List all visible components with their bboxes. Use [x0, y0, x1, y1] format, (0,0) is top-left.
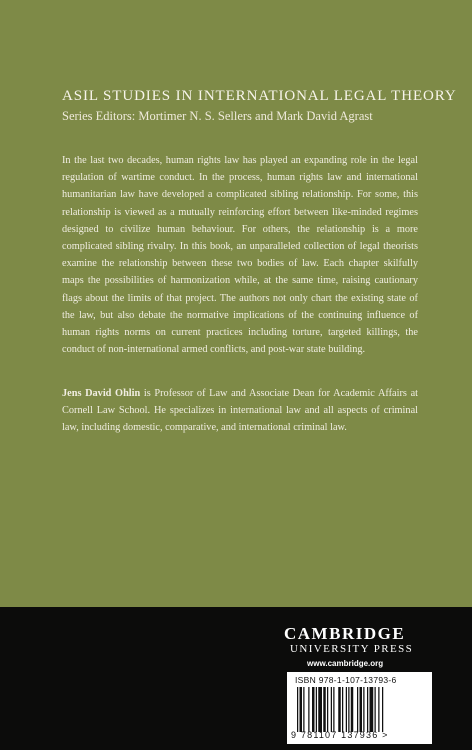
barcode-stripe: [342, 687, 343, 732]
barcode-stripe: [318, 687, 322, 732]
barcode-stripe: [297, 687, 298, 732]
barcode-stripe: [360, 687, 363, 732]
barcode-stripe: [363, 687, 364, 732]
book-description: In the last two decades, human rights law has played an expanding role in the legal regulation of wartime conduct. In the process, human rights law and international humanitarian law have developed a complicated sibling relationship. For some, this relationship is viewed as a mutually reinforcing effort between like-minded regimes designed to civilize human behaviour. For others, the relationship is a more complicated sibling rivalry. In this book, an unparalleled collection of legal theorists examine the relationship between these two bodies of law. Each chapter skilfully maps the possibilities of harmonization while, at the same time, raising cautionary flags about the limits of that project. The authors not only chart the existing state of the law, but also debate the normative implications of the continuing influence of human rights norms on current practices including torture, targeted killings, the conduct of non-international armed conflicts, and post-war state building.: [62, 155, 418, 356]
publisher-logo: CAMBRIDGE: [284, 624, 406, 643]
publisher-url: www.cambridge.org: [307, 659, 384, 668]
publisher-press: UNIVERSITY PRESS: [290, 643, 414, 655]
barcode-stripe: [327, 687, 328, 732]
author-bio-text: is Professor of Law and Associate Dean for Academic Affairs at Cornell Law School. He specializes in international law and all aspects of criminal law, including domestic, comparative, and international criminal law.: [62, 388, 418, 434]
isbn-label: ISBN 978-1-107-13793-6: [295, 675, 397, 685]
barcode-stripe: [367, 687, 368, 732]
barcode-stripe: [333, 687, 334, 732]
barcode-stripe: [338, 687, 341, 732]
barcode-stripe: [375, 687, 376, 732]
series-title: ASIL STUDIES IN INTERNATIONAL LEGAL THEORY: [62, 88, 457, 104]
author-name: Jens David Ohlin: [62, 388, 141, 399]
barcode-stripe: [308, 687, 309, 732]
series-editors: Series Editors: Mortimer N. S. Sellers and Mark David Agrast: [62, 109, 373, 123]
barcode-stripe: [303, 687, 304, 732]
publisher-footer: [0, 607, 472, 750]
barcode-stripe: [316, 687, 317, 732]
barcode-stripe: [351, 687, 354, 732]
barcode-stripe: [323, 687, 326, 732]
barcode-stripe: [370, 687, 374, 732]
barcode-stripe: [346, 687, 347, 732]
barcode-stripe: [312, 687, 315, 732]
author-bio: [62, 385, 418, 437]
barcode-bars: [295, 687, 423, 732]
barcode: [287, 672, 432, 744]
barcode-stripe: [378, 687, 379, 732]
barcode-stripe: [300, 687, 303, 732]
barcode-digits: 9 781107 137936 >: [291, 730, 389, 740]
barcode-stripe: [331, 687, 332, 732]
barcode-stripe: [382, 687, 383, 732]
barcode-stripe: [348, 687, 349, 732]
barcode-stripe: [357, 687, 358, 732]
